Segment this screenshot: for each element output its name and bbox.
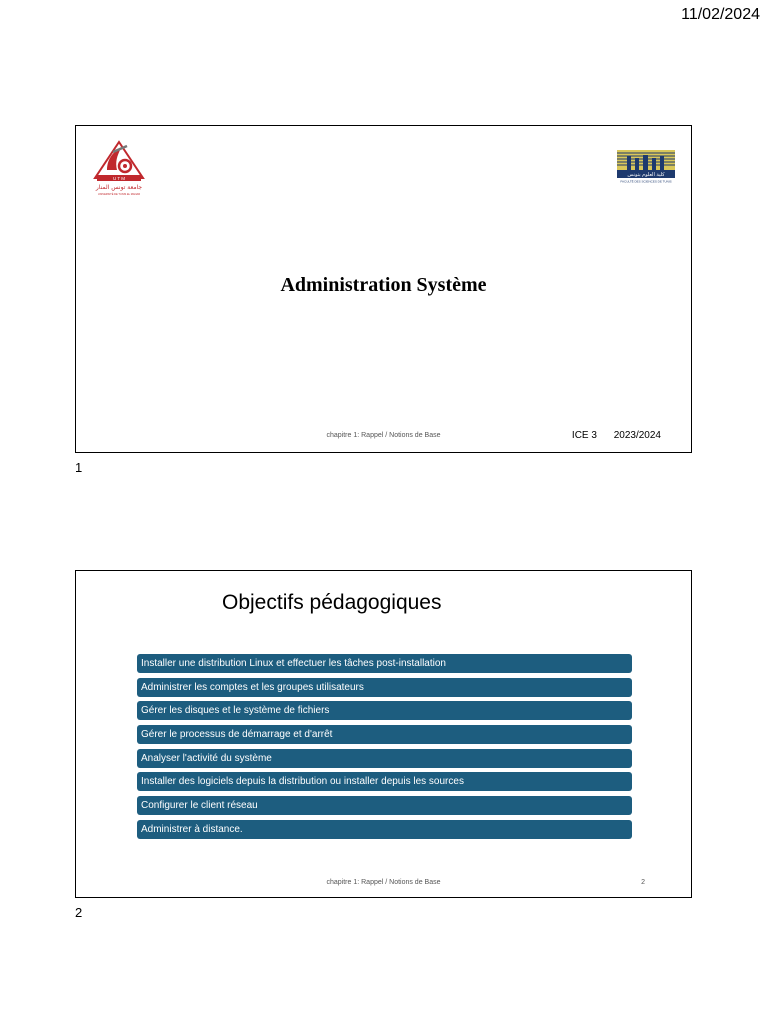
objective-item: Administrer les comptes et les groupes utilisateurs (137, 678, 632, 697)
svg-text:UNIVERSITÉ DE TUNIS EL MANAR: UNIVERSITÉ DE TUNIS EL MANAR (97, 193, 141, 196)
svg-text:U T M: U T M (112, 176, 126, 181)
class-label: ICE 3 (571, 430, 597, 441)
fst-faculty-logo (617, 150, 675, 184)
slide-2 (75, 570, 692, 898)
objective-item: Installer des logiciels depuis la distribution ou installer depuis les sources (137, 772, 632, 791)
slide-footer: chapitre 1: Rappel / Notions de Base (326, 432, 441, 439)
page-number: 2 (75, 905, 83, 920)
slide-title: Administration Système (280, 274, 487, 296)
objective-item: Gérer le processus de démarrage et d'arrêt (137, 725, 632, 744)
objectives-list (137, 654, 632, 844)
slide-1 (75, 125, 692, 453)
objective-item: Configurer le client réseau (137, 796, 632, 815)
svg-text:جامعة تونس المنار: جامعة تونس المنار (95, 184, 143, 191)
page-number: 1 (75, 460, 83, 475)
print-date: 11/02/2024 (681, 6, 760, 23)
slide-footer-info (558, 430, 661, 441)
objective-item: Installer une distribution Linux et effectuer les tâches post-installation (137, 654, 632, 673)
objective-item: Administrer à distance. (137, 820, 632, 839)
svg-text:كلية العلوم بتونس: كلية العلوم بتونس (627, 172, 665, 178)
academic-year: 2023/2024 (613, 430, 661, 441)
slide-number: 2 (641, 879, 645, 886)
objective-item: Analyser l'activité du système (137, 749, 632, 768)
objective-item: Gérer les disques et le système de fichiers (137, 701, 632, 720)
slide-title: Objectifs pédagogiques (222, 591, 442, 614)
utm-university-logo (93, 140, 145, 198)
svg-text:FACULTÉ DES SCIENCES DE TUNIS: FACULTÉ DES SCIENCES DE TUNIS (620, 179, 672, 184)
slide-footer: chapitre 1: Rappel / Notions de Base (326, 879, 441, 886)
